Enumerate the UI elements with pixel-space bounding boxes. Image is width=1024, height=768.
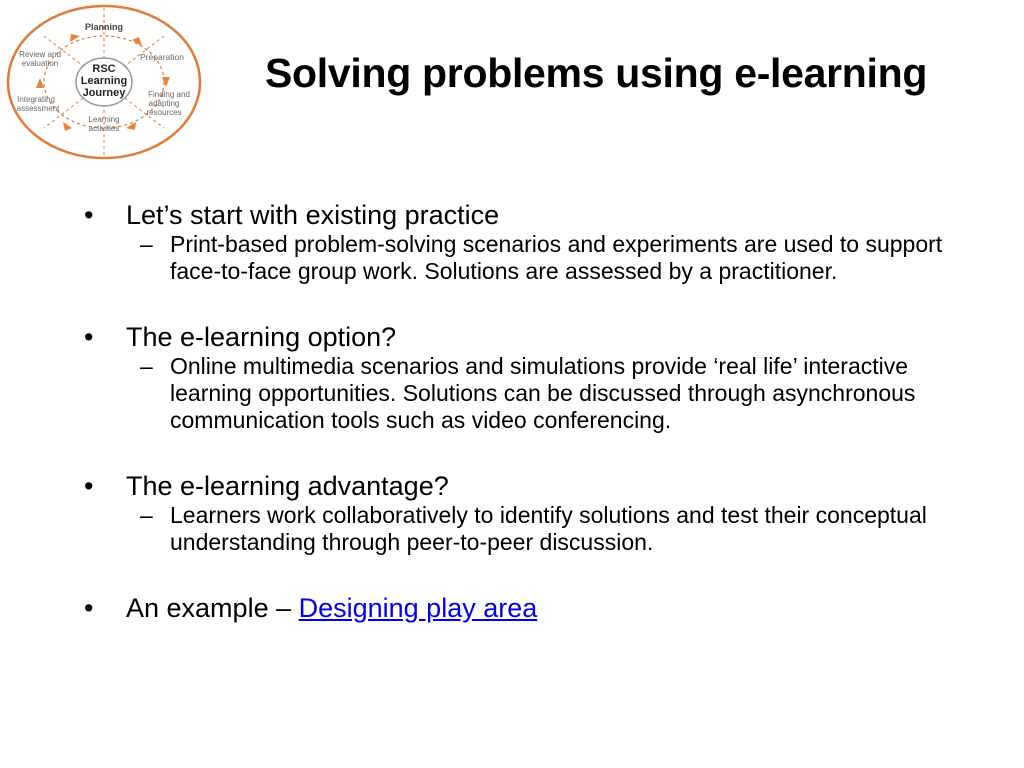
bullet-text: The e-learning advantage?	[126, 471, 449, 501]
bullet-marker: •	[84, 593, 94, 623]
sub-bullet-text: Print-based problem-solving scenarios and experiments are used to support face-to-face group work. Solutions are assessed by a practitioner.	[170, 231, 943, 284]
arrow-icon	[132, 37, 142, 46]
bullet-marker: •	[84, 200, 94, 230]
designing-play-area-link[interactable]: Designing play area	[298, 593, 538, 623]
dash-marker: –	[140, 231, 153, 257]
bullet-marker: •	[84, 322, 94, 352]
logo-center-line-2: Learning	[80, 75, 128, 87]
logo-center-line-3: Journey	[82, 87, 126, 99]
bullet-item	[84, 322, 944, 353]
sub-bullet-item	[84, 353, 944, 434]
rsc-learning-journey-logo	[4, 2, 204, 162]
slide-title: Solving problems using e-learning	[265, 50, 928, 96]
bullet-item	[84, 593, 944, 624]
logo-stage-finding-2: adapting	[148, 99, 180, 108]
dash-marker: –	[140, 353, 153, 379]
logo-stage-finding-3: resources	[146, 108, 182, 117]
logo-stage-review-1: Review and	[19, 50, 61, 59]
bullet-marker: •	[84, 471, 94, 501]
logo-stage-finding-1: Finding and	[148, 90, 190, 99]
dash-marker: –	[140, 502, 153, 528]
arrow-icon	[162, 77, 170, 87]
bullet-text: An example –	[126, 593, 299, 623]
logo-stage-integrating-2: assessment	[16, 104, 60, 113]
logo-stage-planning: Planning	[85, 22, 123, 32]
bullet-item	[84, 200, 944, 231]
sub-bullet-item	[84, 502, 944, 556]
arrow-icon	[63, 122, 72, 131]
slide-content	[84, 200, 944, 624]
bullet-text: Let’s start with existing practice	[126, 200, 500, 230]
sub-bullet-text: Learners work collaboratively to identify solutions and test their conceptual understanding through peer-to-peer discussion.	[170, 502, 927, 555]
logo-stage-review-2: evaluation	[21, 59, 59, 68]
logo-stage-preparation: Preparation	[140, 52, 184, 62]
sub-bullet-text: Online multimedia scenarios and simulations provide ‘real life’ interactive learning opportunities. Solutions can be discussed through asynchronous communication tools such as video conferencing.	[170, 353, 916, 433]
bullet-item	[84, 471, 944, 502]
bullet-text: The e-learning option?	[126, 322, 397, 352]
sub-bullet-item	[84, 231, 944, 285]
logo-stage-integrating-1: Integrating	[17, 95, 55, 104]
logo-stage-learning-1: Learning	[88, 115, 120, 124]
arrow-icon	[36, 78, 44, 88]
logo-stage-learning-2: activities	[88, 124, 120, 133]
logo-center-line-1: RSC	[92, 63, 116, 75]
